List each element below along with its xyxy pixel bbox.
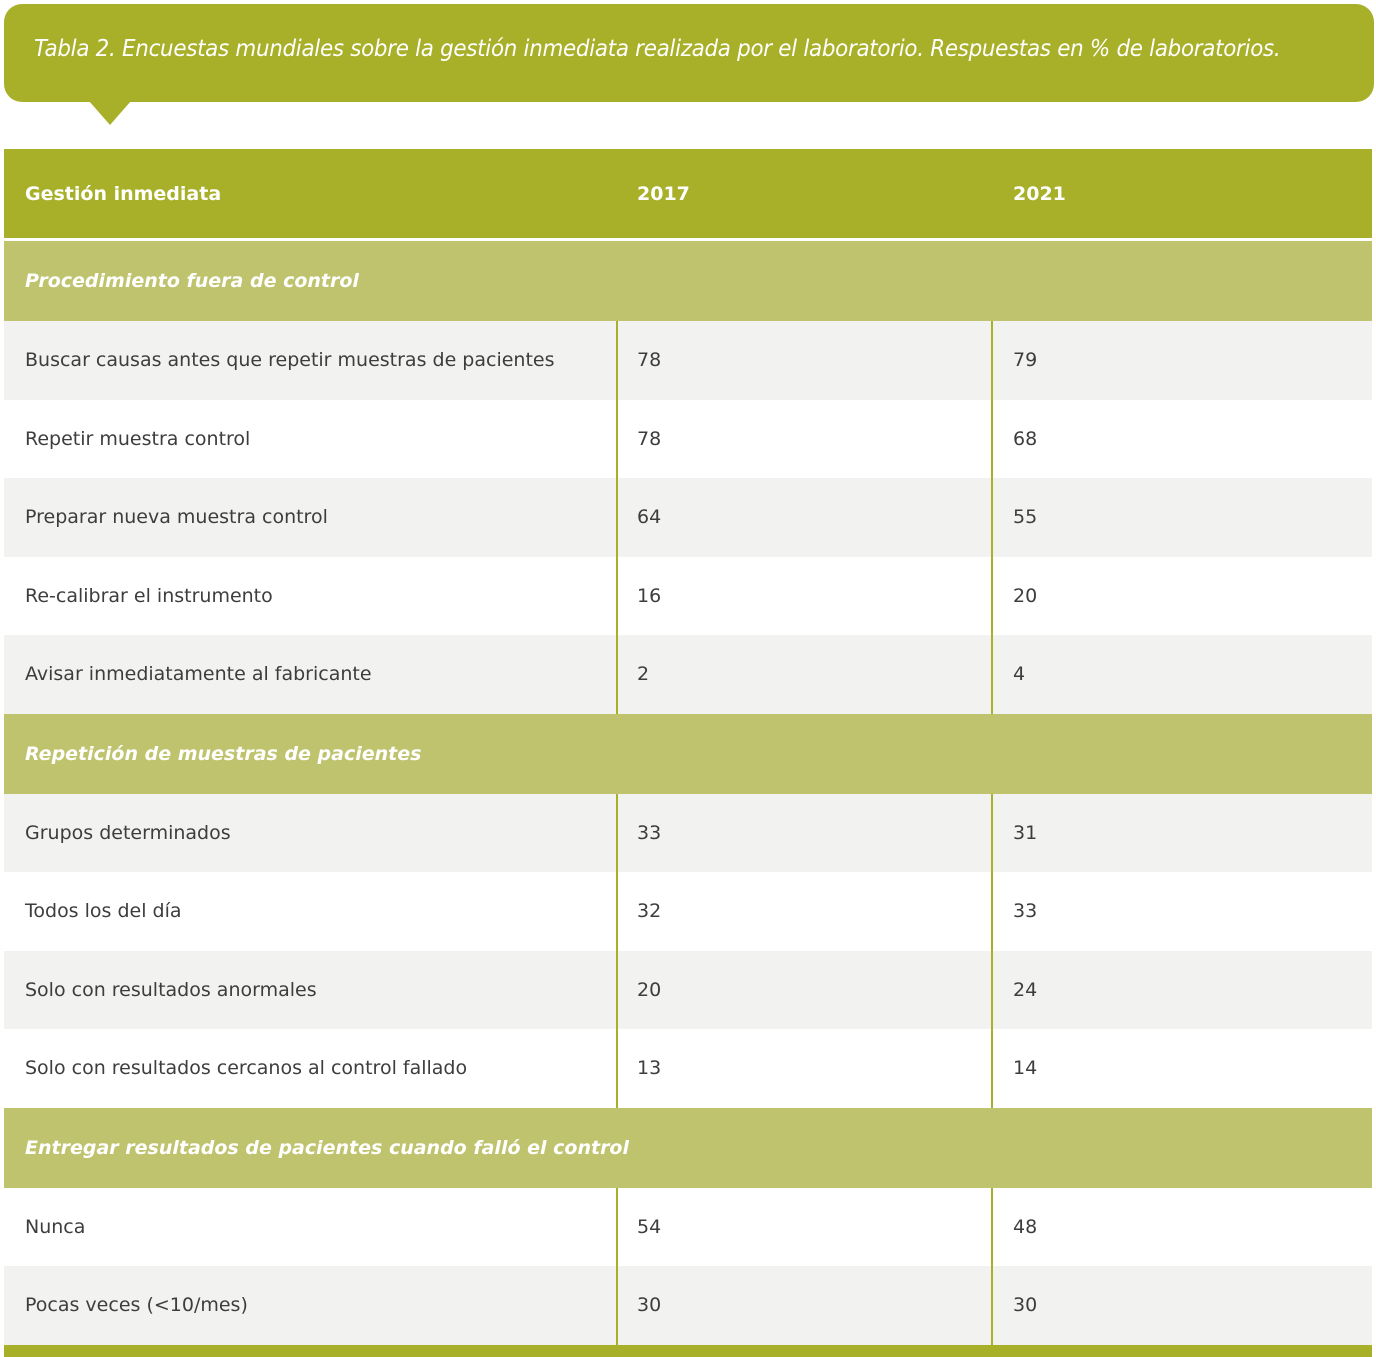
caption-pointer [89, 101, 131, 125]
value-2021: 55 [1013, 506, 1038, 529]
value-2017: 13 [637, 1057, 662, 1080]
value-2021: 31 [1013, 821, 1038, 844]
section-title: Entregar resultados de pacientes cuando falló el control [25, 1136, 630, 1159]
value-2017: 54 [637, 1215, 662, 1238]
section-title: Repetición de muestras de pacientes [25, 742, 422, 765]
value-2021: 68 [1013, 427, 1038, 450]
table-row [4, 1266, 1372, 1345]
column-divider [991, 872, 993, 951]
header-col-2017: 2017 [637, 182, 690, 205]
column-divider [991, 1188, 993, 1267]
table-row [4, 635, 1372, 714]
value-2021: 20 [1013, 584, 1038, 607]
row-label: Todos los del día [25, 900, 182, 923]
column-divider [991, 1266, 993, 1345]
column-divider [991, 557, 993, 636]
column-divider [616, 794, 618, 873]
value-2017: 32 [637, 900, 662, 923]
column-divider [616, 872, 618, 951]
column-divider [991, 635, 993, 714]
column-divider [616, 321, 618, 400]
value-2021: 24 [1013, 978, 1038, 1001]
header-col-2021: 2021 [1013, 182, 1066, 205]
row-label: Buscar causas antes que repetir muestras de pacientes [25, 349, 555, 372]
value-2017: 64 [637, 506, 662, 529]
value-2021: 4 [1013, 663, 1026, 686]
section-row [4, 1108, 1372, 1188]
table-row [4, 794, 1372, 873]
column-divider [616, 478, 618, 557]
table-row [4, 1188, 1372, 1267]
row-label: Pocas veces (<10/mes) [25, 1294, 248, 1317]
value-2021: 79 [1013, 349, 1038, 372]
table-header-row [4, 149, 1372, 241]
section-row [4, 714, 1372, 794]
table-row [4, 478, 1372, 557]
value-2017: 16 [637, 584, 662, 607]
table-row [4, 400, 1372, 479]
column-divider [991, 400, 993, 479]
data-table [4, 149, 1372, 1357]
column-divider [991, 321, 993, 400]
column-divider [616, 951, 618, 1030]
value-2021: 14 [1013, 1057, 1038, 1080]
column-divider [991, 1029, 993, 1108]
table-row [4, 1029, 1372, 1108]
row-label: Grupos determinados [25, 821, 231, 844]
column-divider [616, 1266, 618, 1345]
table-row [4, 872, 1372, 951]
header-col-management: Gestión inmediata [25, 182, 222, 205]
value-2021: 33 [1013, 900, 1038, 923]
value-2021: 30 [1013, 1294, 1038, 1317]
column-divider [616, 635, 618, 714]
row-label: Solo con resultados anormales [25, 978, 317, 1001]
table-row [4, 321, 1372, 400]
row-label: Avisar inmediatamente al fabricante [25, 663, 372, 686]
value-2017: 30 [637, 1294, 662, 1317]
column-divider [991, 951, 993, 1030]
table-footer-bar [4, 1345, 1372, 1357]
column-divider [616, 1188, 618, 1267]
row-label: Nunca [25, 1215, 86, 1238]
row-label: Preparar nueva muestra control [25, 506, 328, 529]
table-row [4, 951, 1372, 1030]
value-2017: 20 [637, 978, 662, 1001]
value-2021: 48 [1013, 1215, 1038, 1238]
row-label: Solo con resultados cercanos al control fallado [25, 1057, 468, 1080]
table-caption: Tabla 2. Encuestas mundiales sobre la gestión inmediata realizada por el laboratorio. Respuestas en % de laboratorios. [34, 36, 1281, 62]
column-divider [616, 1029, 618, 1108]
value-2017: 2 [637, 663, 650, 686]
column-divider [616, 557, 618, 636]
column-divider [616, 400, 618, 479]
section-row [4, 241, 1372, 321]
column-divider [991, 794, 993, 873]
column-divider [991, 478, 993, 557]
value-2017: 78 [637, 427, 662, 450]
value-2017: 78 [637, 349, 662, 372]
section-title: Procedimiento fuera de control [25, 270, 359, 292]
table-row [4, 557, 1372, 636]
value-2017: 33 [637, 821, 662, 844]
row-label: Repetir muestra control [25, 427, 251, 450]
row-label: Re-calibrar el instrumento [25, 584, 273, 607]
table-caption-bubble [4, 4, 1374, 102]
